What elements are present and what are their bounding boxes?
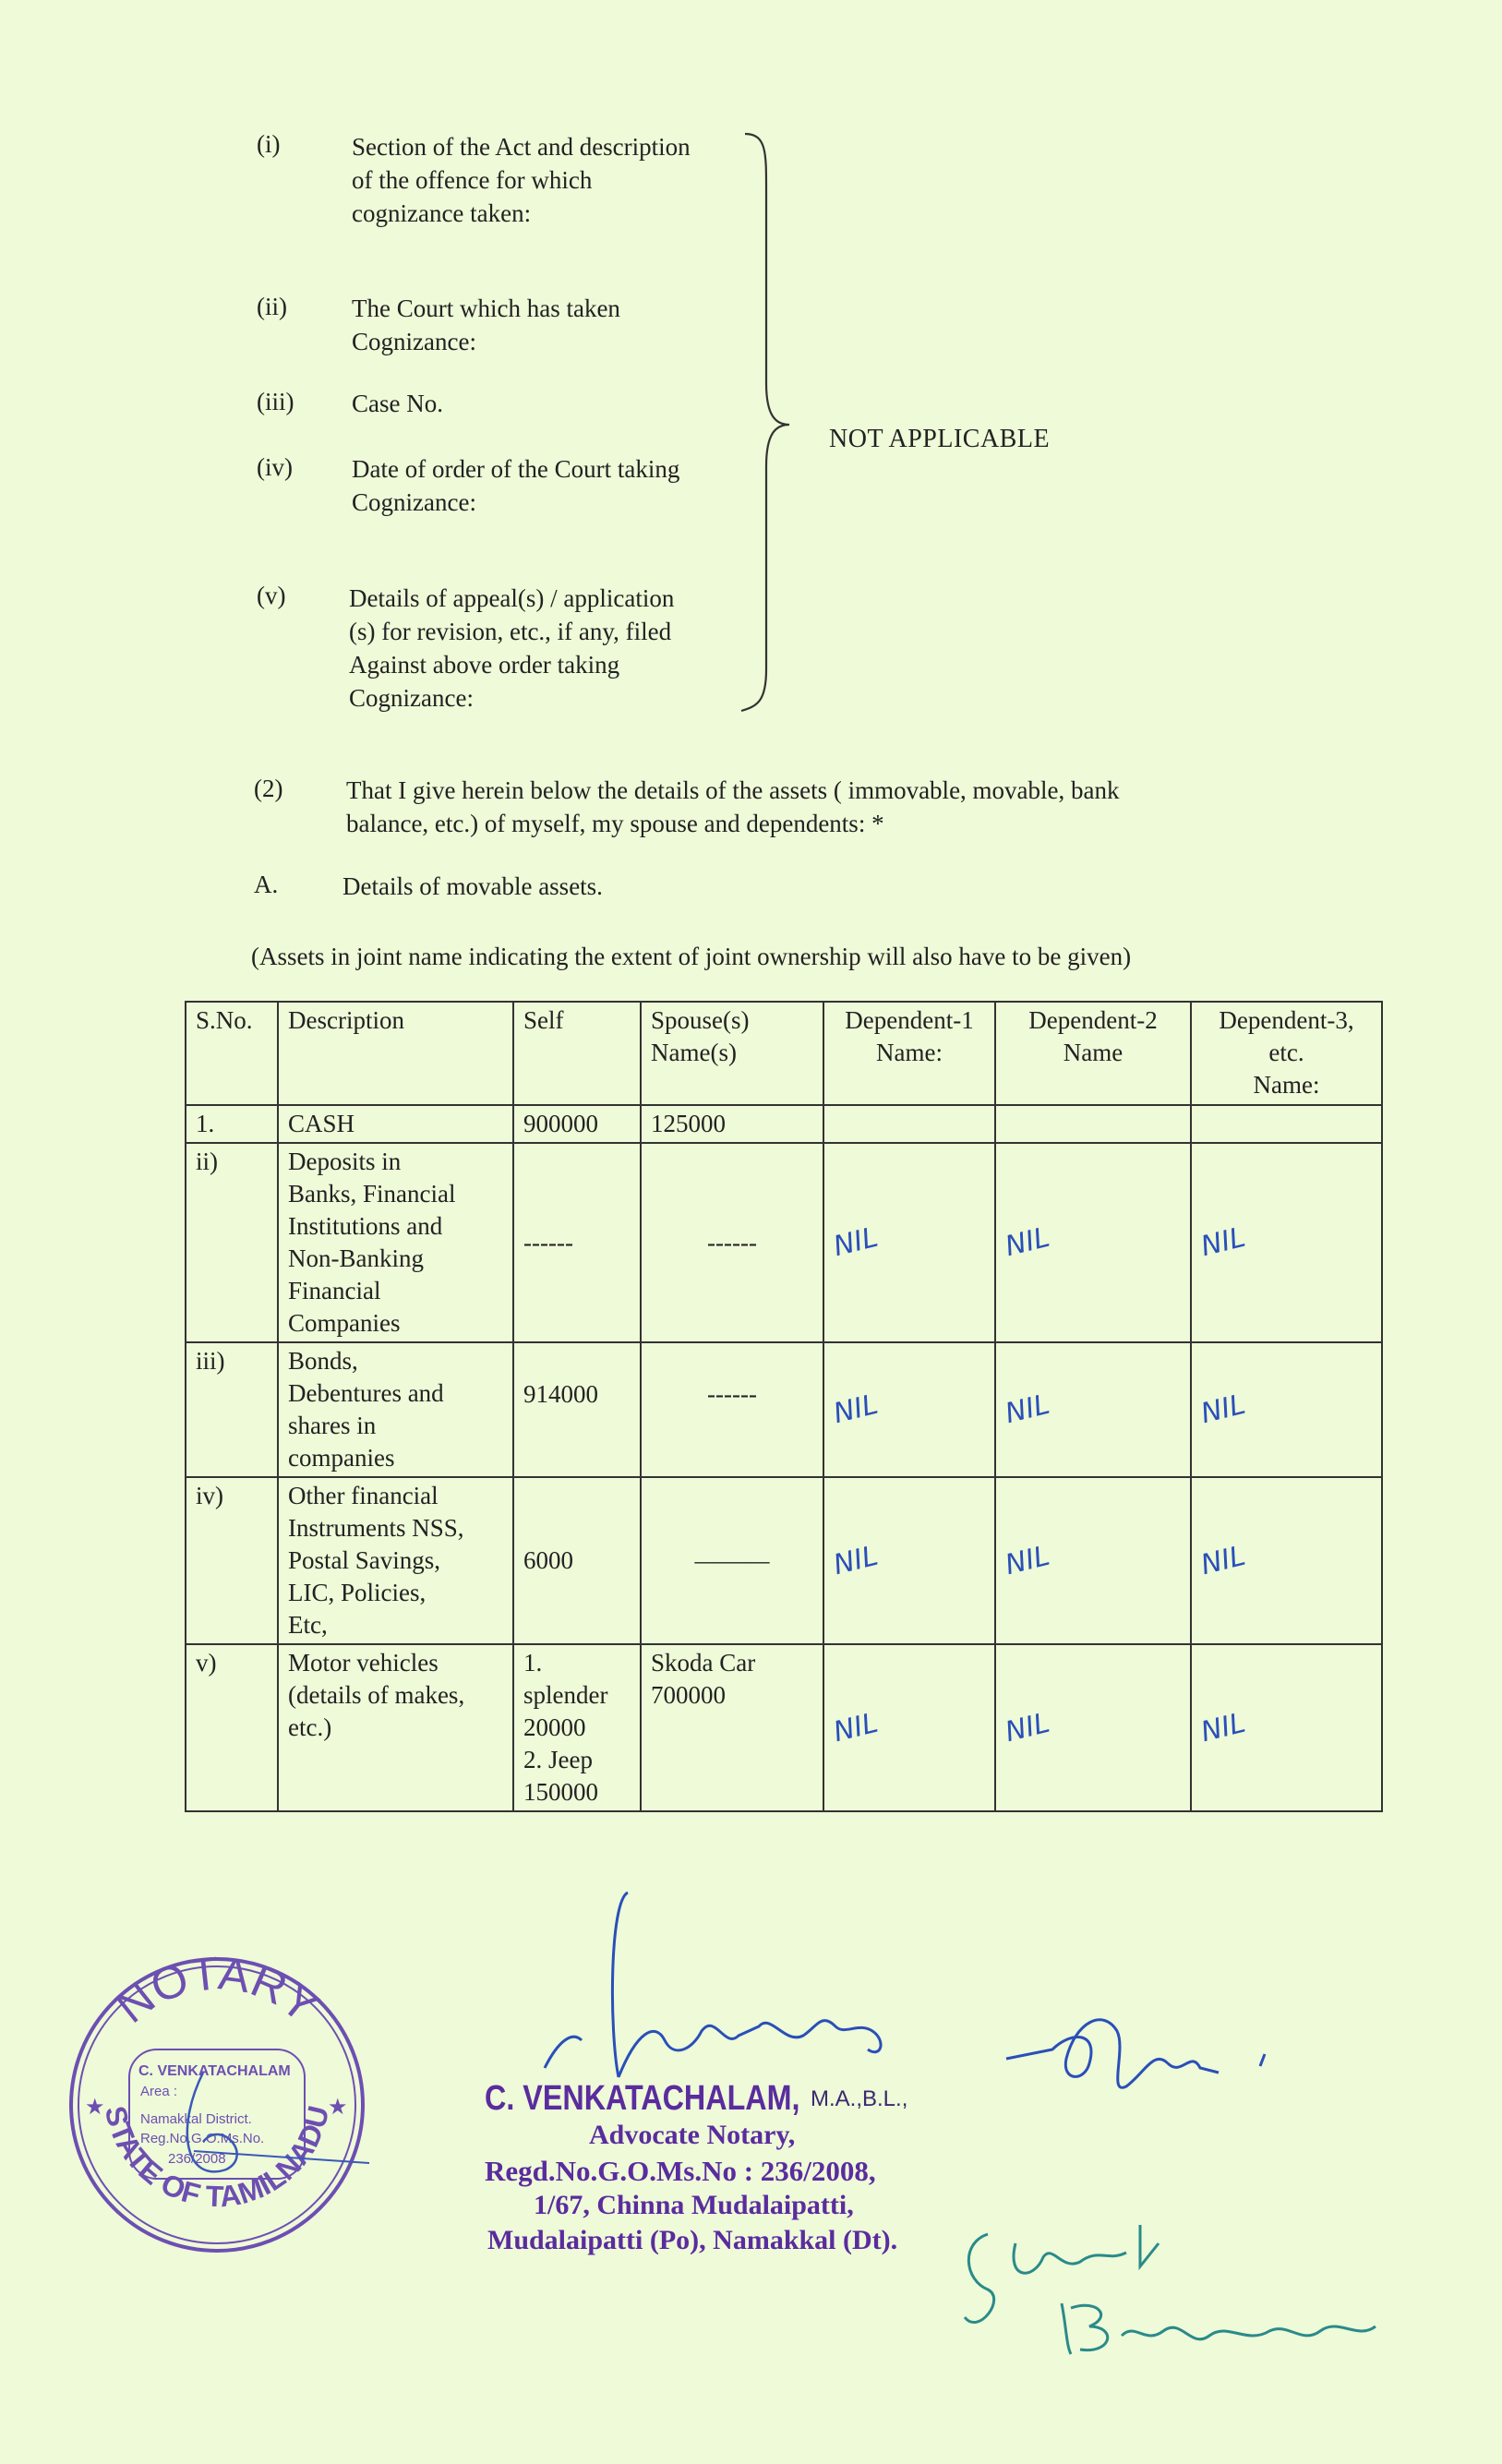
deponent-signature bbox=[997, 1994, 1274, 2133]
handwritten-nil: NIL bbox=[830, 1388, 882, 1431]
cell-description: Other financial Instruments NSS, Postal Savings, LIC, Policies, Etc, bbox=[278, 1477, 513, 1644]
cell-dependent-2 bbox=[995, 1143, 1191, 1342]
cell-description: Motor vehicles (details of makes, etc.) bbox=[278, 1644, 513, 1811]
header-dependent-1: Dependent-1 Name: bbox=[823, 1002, 995, 1105]
table-header-row bbox=[186, 1002, 1382, 1105]
cell-description: Deposits in Banks, Financial Institutions and Non-Banking Financial Companies bbox=[278, 1143, 513, 1342]
para-number: (2) bbox=[254, 775, 283, 802]
handwritten-nil: NIL bbox=[1197, 1220, 1249, 1264]
section-heading: Details of movable assets. bbox=[342, 872, 603, 900]
cell-self: 6000 bbox=[513, 1477, 641, 1644]
handwritten-nil: NIL bbox=[1002, 1706, 1053, 1749]
cell-sno: ii) bbox=[186, 1143, 278, 1342]
seal-bottom-text: STATE OF TAMILNADU bbox=[98, 2102, 336, 2214]
joint-ownership-note: (Assets in joint name indicating the extent of joint ownership will also have to be given) bbox=[251, 943, 1132, 970]
cell-sno: iv) bbox=[186, 1477, 278, 1644]
cell-self: 900000 bbox=[513, 1105, 641, 1143]
handwritten-nil: NIL bbox=[1197, 1539, 1249, 1581]
cell-dependent-1 bbox=[823, 1477, 995, 1644]
cell-self: 1. splender 20000 2. Jeep 150000 bbox=[513, 1644, 641, 1811]
cell-dependent-3 bbox=[1191, 1342, 1382, 1477]
cell-spouse: Skoda Car 700000 bbox=[641, 1644, 823, 1811]
table-row bbox=[186, 1644, 1382, 1811]
cell-dependent-3 bbox=[1191, 1105, 1382, 1143]
item-number: (i) bbox=[257, 130, 281, 158]
cell-dependent-2 bbox=[995, 1342, 1191, 1477]
cell-dependent-1 bbox=[823, 1342, 995, 1477]
cell-spouse: ——— bbox=[641, 1477, 823, 1644]
header-dependent-2: Dependent-2 Name bbox=[995, 1002, 1191, 1105]
header-sno: S.No. bbox=[186, 1002, 278, 1105]
handwritten-nil: NIL bbox=[1002, 1220, 1053, 1264]
cell-dependent-3 bbox=[1191, 1644, 1382, 1811]
item-number: (iii) bbox=[257, 388, 294, 415]
not-applicable-note: NOT APPLICABLE bbox=[829, 425, 1051, 453]
advocate-registration: Regd.No.G.O.Ms.No : 236/2008, bbox=[485, 2155, 876, 2187]
seal-reg-number: 236/2008 bbox=[168, 2151, 226, 2167]
item-number: (iv) bbox=[257, 453, 293, 481]
notary-signature bbox=[517, 1874, 942, 2086]
cell-dependent-2 bbox=[995, 1644, 1191, 1811]
handwritten-nil: NIL bbox=[1197, 1706, 1249, 1749]
curly-brace bbox=[734, 125, 826, 720]
cell-sno: iii) bbox=[186, 1342, 278, 1477]
cell-spouse: ------ bbox=[641, 1342, 823, 1477]
handwritten-nil: NIL bbox=[1002, 1388, 1053, 1431]
table-row bbox=[186, 1105, 1382, 1143]
handwritten-nil: NIL bbox=[1002, 1539, 1053, 1581]
handwritten-nil: NIL bbox=[830, 1220, 882, 1264]
section-letter: A. bbox=[254, 871, 279, 898]
advocate-title: Advocate Notary, bbox=[589, 2120, 796, 2150]
advocate-degree: M.A.,B.L., bbox=[811, 2086, 908, 2111]
header-spouse: Spouse(s) Name(s) bbox=[641, 1002, 823, 1105]
cell-sno: v) bbox=[186, 1644, 278, 1811]
para-text: That I give herein below the details of the assets ( immovable, movable, bank balance, etc.) of myself, my spouse and dependents: * bbox=[346, 776, 1120, 837]
cell-description: CASH bbox=[278, 1105, 513, 1143]
handwritten-nil: NIL bbox=[830, 1706, 882, 1749]
item-text: The Court which has taken Cognizance: bbox=[352, 294, 620, 355]
star-icon: ★ bbox=[328, 2095, 348, 2120]
cell-dependent-3 bbox=[1191, 1477, 1382, 1644]
handwritten-nil: NIL bbox=[830, 1539, 882, 1581]
movable-assets-table bbox=[185, 1001, 1383, 1812]
header-description: Description bbox=[278, 1002, 513, 1105]
star-icon: ★ bbox=[85, 2095, 105, 2120]
cell-spouse: 125000 bbox=[641, 1105, 823, 1143]
advocate-address-line2: Mudalaipatti (Po), Namakkal (Dt). bbox=[487, 2225, 898, 2255]
table-row bbox=[186, 1342, 1382, 1477]
table-row bbox=[186, 1143, 1382, 1342]
notary-seal bbox=[65, 1953, 369, 2257]
cell-sno: 1. bbox=[186, 1105, 278, 1143]
item-text: Date of order of the Court taking Cognizance: bbox=[352, 455, 680, 516]
advocate-address-line1: 1/67, Chinna Mudalaipatti, bbox=[534, 2190, 854, 2220]
handwritten-nil: NIL bbox=[1197, 1388, 1249, 1431]
item-text: Case No. bbox=[352, 390, 443, 417]
seal-top-text: NOTARY bbox=[106, 1953, 329, 2034]
cell-dependent-2 bbox=[995, 1477, 1191, 1644]
cell-dependent-1 bbox=[823, 1644, 995, 1811]
cell-self: ------ bbox=[513, 1143, 641, 1342]
seal-reg: Reg.No.G.O.Ms.No. bbox=[140, 2131, 265, 2146]
table-row bbox=[186, 1477, 1382, 1644]
signed-before-me-handwriting bbox=[951, 2206, 1385, 2363]
header-self: Self bbox=[513, 1002, 641, 1105]
seal-name: C. VENKATACHALAM bbox=[138, 2063, 291, 2079]
advocate-name: C. VENKATACHALAM, bbox=[485, 2079, 800, 2118]
cell-dependent-3 bbox=[1191, 1143, 1382, 1342]
cell-dependent-1 bbox=[823, 1105, 995, 1143]
cell-dependent-2 bbox=[995, 1105, 1191, 1143]
cell-description: Bonds, Debentures and shares in companies bbox=[278, 1342, 513, 1477]
cell-self: 914000 bbox=[513, 1342, 641, 1477]
header-dependent-3: Dependent-3, etc. Name: bbox=[1191, 1002, 1382, 1105]
seal-area-label: Area : bbox=[140, 2084, 178, 2099]
item-text: Section of the Act and description of the offence for which cognizance taken: bbox=[352, 133, 691, 227]
item-text: Details of appeal(s) / application (s) for revision, etc., if any, filed Against above order taking Cognizance: bbox=[349, 584, 675, 712]
item-number: (v) bbox=[257, 582, 286, 609]
seal-district: Namakkal District. bbox=[140, 2111, 252, 2127]
item-number: (ii) bbox=[257, 293, 287, 320]
cell-spouse: ------ bbox=[641, 1143, 823, 1342]
cell-dependent-1 bbox=[823, 1143, 995, 1342]
